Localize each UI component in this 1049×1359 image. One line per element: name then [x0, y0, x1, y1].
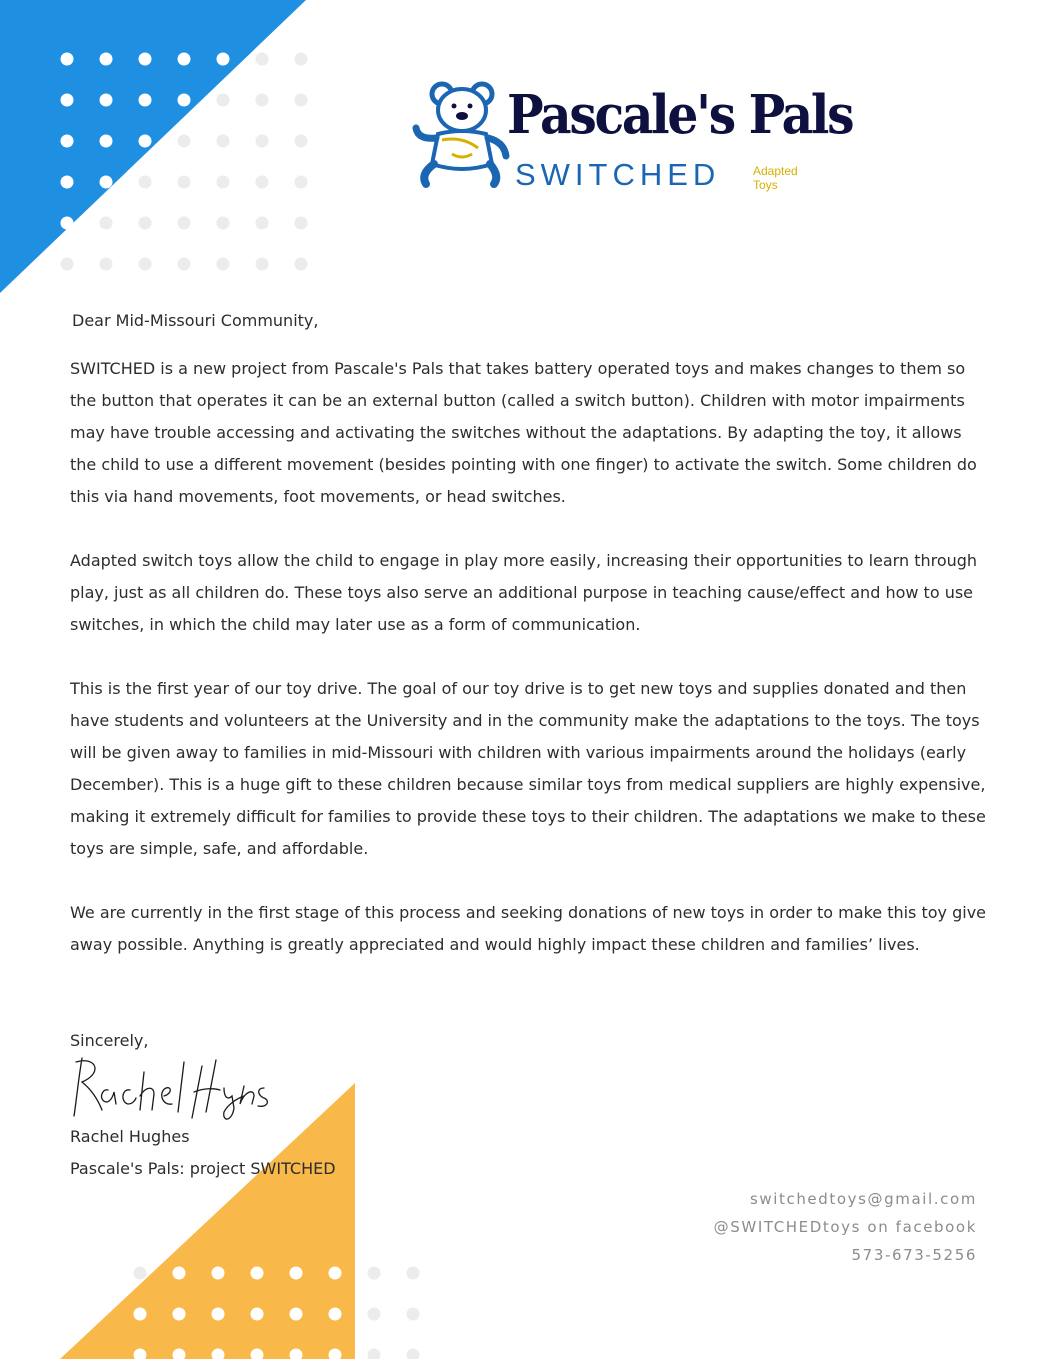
decor-dot — [139, 176, 152, 189]
decor-dot — [134, 1308, 147, 1321]
brand-logo — [412, 76, 853, 201]
decor-dot — [217, 176, 230, 189]
decor-dot — [217, 94, 230, 107]
decor-dot — [368, 1267, 381, 1280]
contact-email: switchedtoys@gmail.com — [749, 1190, 977, 1208]
signer-title: Pascale's Pals: project SWITCHED — [70, 1159, 336, 1178]
decor-dot — [368, 1308, 381, 1321]
decor-dot — [100, 217, 113, 230]
decor-dot — [100, 135, 113, 148]
decor-dot — [100, 176, 113, 189]
signer-block — [70, 1121, 336, 1185]
decor-dot — [61, 135, 74, 148]
decor-dot — [139, 94, 152, 107]
decor-dot — [173, 1267, 186, 1280]
brand-sub: SWITCHED — [515, 157, 721, 192]
decor-dot — [217, 53, 230, 66]
decor-dot — [178, 258, 191, 271]
decor-blue-triangle — [0, 0, 320, 300]
contact-phone: 573-673-5256 — [851, 1246, 977, 1264]
decor-dot — [61, 94, 74, 107]
decor-dot — [178, 217, 191, 230]
paragraph: SWITCHED is a new project from Pascale's Pals that takes battery operated toys and makes changes to them so the button that operates it can be an external button (called a switch button). Children with motor impairments may have trouble accessing and activating the switches without the adaptations. By adapting the toy, it allows the child to use a different movement (besides pointing with one finger) to activate the switch. Some children do this via hand movements, foot movements, or head switches. — [70, 359, 977, 506]
decor-dot — [173, 1308, 186, 1321]
paragraph: This is the first year of our toy drive. The goal of our toy drive is to get new toys and supplies donated and then have students and volunteers at the University and in the community make the adaptations to the toys. The toys will be given away to families in mid-Missouri with children with various impairments around the holidays (early December). This is a huge gift to these children because similar toys from medical suppliers are highly expensive, making it extremely difficult for families to provide these toys to their children. The adaptations we make to these toys are simple, safe, and affordable. — [70, 679, 986, 858]
decor-dot — [139, 53, 152, 66]
decor-dot — [256, 258, 269, 271]
decor-dot — [407, 1308, 420, 1321]
decor-dot — [178, 135, 191, 148]
decor-dot — [100, 94, 113, 107]
decor-dot — [290, 1267, 303, 1280]
decor-dot — [290, 1308, 303, 1321]
brand-tagline-line2: Toys — [753, 178, 778, 192]
decor-dot — [295, 217, 308, 230]
decor-dot — [139, 135, 152, 148]
contact-block — [714, 1185, 977, 1269]
decor-dot — [178, 176, 191, 189]
decor-dot — [139, 258, 152, 271]
decor-dot — [256, 94, 269, 107]
decor-dot — [134, 1267, 147, 1280]
decor-dot — [100, 258, 113, 271]
teddy-bear-icon — [412, 78, 512, 190]
signer-name: Rachel Hughes — [70, 1127, 190, 1146]
decor-dot — [407, 1349, 420, 1359]
decor-dot — [295, 176, 308, 189]
decor-dot — [256, 176, 269, 189]
salutation: Dear Mid-Missouri Community, — [72, 311, 319, 330]
decor-dot — [178, 94, 191, 107]
decor-dot — [61, 258, 74, 271]
decor-dot — [295, 258, 308, 271]
decor-dot — [329, 1308, 342, 1321]
decor-dot — [61, 176, 74, 189]
decor-dot — [368, 1349, 381, 1359]
paragraph: Adapted switch toys allow the child to engage in play more easily, increasing their opportunities to learn through play, just as all children do. These toys also serve an additional purpose in teaching cause/effect and how to use switches, in which the child may later use as a form of communication. — [70, 551, 978, 634]
brand-tagline — [753, 164, 813, 192]
decor-dot — [217, 258, 230, 271]
brand-tagline-line1: Adapted — [753, 164, 798, 178]
decor-dot — [295, 135, 308, 148]
decor-dot — [212, 1308, 225, 1321]
contact-facebook: @SWITCHEDtoys on facebook — [713, 1218, 977, 1236]
signature-image — [68, 1052, 278, 1124]
decor-dot — [217, 135, 230, 148]
decor-dot — [139, 217, 152, 230]
decor-dot — [61, 217, 74, 230]
decor-dot — [256, 53, 269, 66]
letter-body — [70, 305, 990, 993]
decor-dot — [100, 53, 113, 66]
decor-dot — [178, 53, 191, 66]
brand-name: Pascale's Pals — [507, 84, 853, 146]
decor-dot — [212, 1267, 225, 1280]
decor-dot — [256, 135, 269, 148]
decor-dot — [407, 1267, 420, 1280]
decor-dot — [295, 53, 308, 66]
decor-dot — [251, 1308, 264, 1321]
decor-dot — [256, 217, 269, 230]
decor-dot — [295, 94, 308, 107]
decor-dot — [329, 1267, 342, 1280]
decor-dot — [217, 217, 230, 230]
closing: Sincerely, — [70, 1031, 149, 1050]
paragraph: We are currently in the first stage of this process and seeking donations of new toys in order to make this toy give away possible. Anything is greatly appreciated and would highly impact these children and families’ lives. — [70, 903, 986, 954]
decor-dot — [251, 1267, 264, 1280]
decor-dot — [61, 53, 74, 66]
